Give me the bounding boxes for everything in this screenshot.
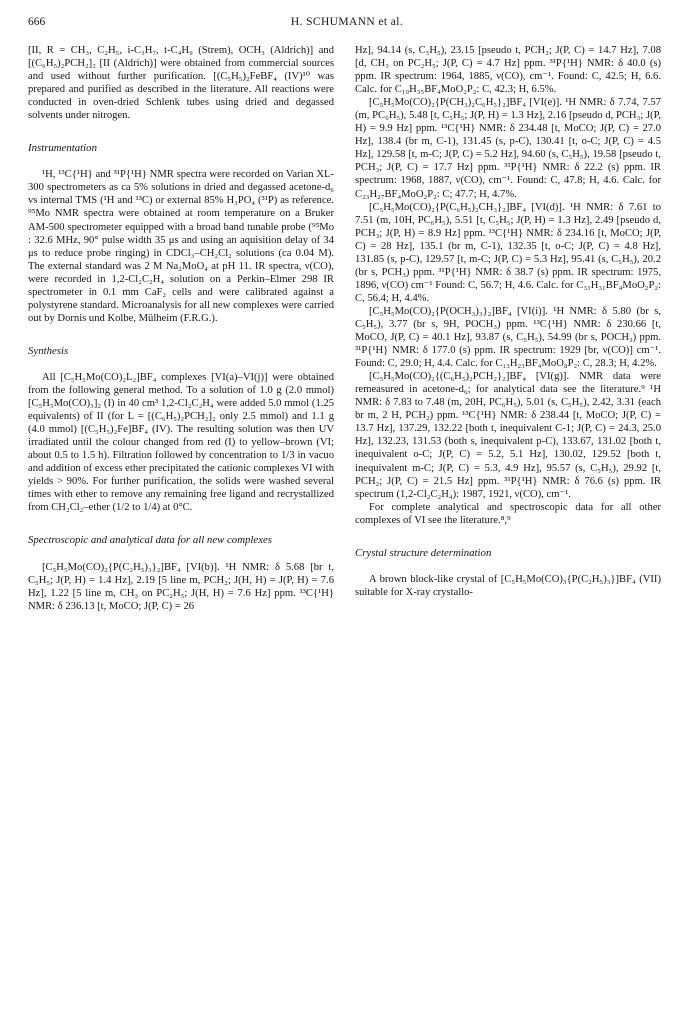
complex-vii-paragraph: [C₅H₅Mo(CO)₂{P(OCH₃)₃}₂]BF₄ [VI(i)]. ¹H NMR: δ 5.80 (br s, C₅H₅), 3.77 (br s, 9H, POCH₃) ppm. ¹³C{¹H} NMR: δ 230.66 [t, MoCO, J(P, C) = 40.1 Hz], 93.87 (s, C₅H₅), 54.99 (br s, POCH₃) ppm. ³¹P{¹H} NMR: δ 177.0 (s) ppm. IR spectrum: 1929 [br, ν(CO)] cm⁻¹. Found: C, 29.0; H, 4.4. Calc. for C₁₃H₂₃BF₄MoO₈P₂: C, 28.3; H, 4.2%.	[355, 305, 661, 370]
complex-vig-paragraph: [C₅H₅Mo(CO)₂{(C₆H₅)₂PCH₂}₂]BF₄ [VI(g)]. NMR data were remeasured in acetone-d₆; for analytical data see the literature.⁹ ¹H NMR: δ 7.83 to 7.48 (m, 20H, PC₆H₅), 5.01 (s, C₅H₅), 2.42, 3.31 (each br m, 2 H, PCH₂) ppm. ¹³C{¹H} NMR: δ 238.44 [t, MoCO; J(P, C) = 13.7 Hz], 137.29, 132.22 [both t, inequivalent C-1; J(P, C) = 24.3, 25.0 Hz], 132.23, 131.53 (both s, inequivalent p-C), 133.67, 131.02 [both t, inequivalent o-C; J(P, C) = 5.2, 5.1 Hz], 130.02, 129.52 [both t, inequivalent m-C; J(P, C) = 5.3, 4.9 Hz], 95.57 (s, C₅H₅), 29.92 [t, PCH₂; J(P, C) = 21.5 Hz] ppm. ³¹P{¹H} NMR: δ 76.6 (s) ppm. IR spectrum (1,2-Cl₂C₂H₄): 1987, 1921, ν(CO), cm⁻¹.	[355, 371, 661, 500]
crystal-structure-paragraph: A brown block-like crystal of [C₅H₅Mo(CO)₃{P(C₂H₅)₃}]BF₄ (VII) suitable for X-ray crystallo-	[355, 573, 661, 598]
page-number: 666	[28, 16, 46, 28]
instrumentation-heading: Instrumentation	[28, 142, 97, 155]
complex-vid-paragraph: [C₅H₅Mo(CO)₂{P(C₆H₅)₂CH₃}₂]BF₄ [VI(d)]. ¹H NMR: δ 7.61 to 7.51 (m, 10H, PC₆H₅), 5.51 [t, C₅H₅; J(P, H) = 1.3 Hz], 2.49 [pseudo d, PCH₃; J(P, H) = 8.9 Hz] ppm. ¹³C{¹H} NMR: δ 234.16 [t, MoCO; J(P, C) = 28 Hz], 135.1 (br m, C-1), 132.35 [t, o-C; J(P, C) = 4.8 Hz], 131.85 (s, p-C), 129.57 [t, m-C; J(P, C) = 5.3 Hz], 95.41 (s, C₅H₅), 20.2 (br s, PCH₃) ppm. ³¹P{¹H} NMR: δ 38.7 (s) ppm. IR spectrum: 1975, 1896, ν(CO) cm⁻¹ Found: C, 56.7; H, 4.6. Calc. for C₃₃H₃₁BF₄MoO₂P₂: C, 56.4; H, 4.4%.	[355, 201, 661, 304]
literature-note-paragraph: For complete analytical and spectroscopic data for all other complexes of VI see the literature.⁸,⁹	[355, 501, 661, 526]
crystal-structure-heading: Crystal structure determination	[355, 546, 492, 559]
synthesis-heading: Synthesis	[28, 344, 69, 357]
complex-vie-paragraph: [C₅H₅Mo(CO)₂{P(CH₃)₂C₆H₅}₂]BF₄ [VI(e)]. ¹H NMR: δ 7.74, 7.57 (m, PC₆H₅), 5.48 [t, C₅H₅; J(P, H) = 1.3 Hz], 2.16 [pseudo d, PCH₃; J(P, H) = 9.9 Hz] ppm. ¹³C{¹H} NMR: δ 234.48 [t, MoCO; J(P, C) = 27.0 Hz], 138.4 (br m, C-1), 131.45 (s, p-C), 130.41 [t, o-C; J(P, C) = 4.5 Hz], 129.58 [t, m-C; J(P, C) = 5.2 Hz], 94.60 (s, C₅H₅), 19.58 [pseudo t, PCH₃; J(P, C) = 17.7 Hz] ppm. ³¹P{¹H} NMR: δ 22.2 (s) ppm. IR spectrum: 1968, 1887, ν(CO), cm⁻¹. Found: C, 47.8; H, 4.6. Calc. for C₂₃H₂₇BF₄MoO₂P₂: C; 47.7; H, 4.7%.	[355, 97, 661, 200]
left-column	[28, 44, 334, 613]
right-column	[355, 44, 661, 599]
running-header	[28, 16, 666, 32]
spectroscopic-heading: Spectroscopic and analytical data for all new complexes	[28, 534, 272, 547]
complex-vib-paragraph: [C₅H₅Mo(CO)₂{P(C₂H₅)₃}₂]BF₄ [VI(b)]. ¹H NMR: δ 5.68 [br t, C₅H₅; J(P, H) = 1.4 Hz], 2.19 [5 line m, PCH₂; J(H, H) = J(P, H) = 7.6 Hz], 1.22 [5 line m, CH₃ on PC₂H₅; J(H, H) = 7.6 Hz] ppm. ¹³C{¹H} NMR: δ 236.13 [t, MoCO; J(P, C) = 26	[28, 561, 334, 612]
running-title: H. SCHUMANN et al.	[290, 16, 404, 28]
synthesis-paragraph: All [C₅H₅Mo(CO)₂L₂]BF₄ complexes [VI(a)–VI(j)] were obtained from the following general method. To a solution of 1.0 g (2.0 mmol) [C₅H₅Mo(CO)₃]₂ (I) in 40 cm³ 1,2-Cl₂C₂H₄ were added 5.0 mmol (1.25 equivalents) of II (for L = [(C₆H₅)₂PCH₂]₂ only 2.5 mmol) and 1.1 g (4.0 mmol) [(C₅H₅)₂Fe]BF₄ (IV). The resulting solution was then UV irradiated until the colour changed from red (I) to yellow–brown (VI; about 0.5 to 1.5 h). Filtration followed by concentration to 1/3 in vacuo and addition of excess ether precipitated the cationic complexes VI with yields > 90%. For further purification, the solids were washed several times with ether to remove any remaining free ligand and recrystallized from CH₂Cl₂–ether (1/2 to 1/4) at 0°C.	[28, 371, 334, 514]
reagents-paragraph: [II, R = CH₃, C₂H₅, i-C₃H₇, t-C₄H₉ (Strem), OCH₃ (Aldrich)] and [(C₆H₅)₂PCH₂]₂ [II (Aldrich)] were obtained from commercial sources and used without further purification. [(C₅H₅)₂FeBF₄ (IV)¹⁰ was prepared and purified as described in the literature. All reactions were conducted in oven-dried Schlenk tubes using dried and degassed solvents under nitrogen.	[28, 45, 334, 122]
complex-vib-continued: Hz], 94.14 (s, C₅H₅), 23.15 [pseudo t, PCH₂; J(P, C) = 14.7 Hz], 7.08 [d, CH₃ on PC₂H₅; J(P, C) = 4.7 Hz] ppm. ³¹P{¹H} NMR: δ 40.0 (s) ppm. IR spectrum: 1964, 1885, ν(CO), cm⁻¹. Found: C, 42.5; H, 6.6. Calc. for C₁₉H₃₅BF₄MoO₂P₂: C, 42.3; H, 6.5%.	[355, 45, 661, 96]
instrumentation-paragraph: ¹H, ¹³C{¹H} and ³¹P{¹H} NMR spectra were recorded on Varian XL-300 spectrometers as ca 5% solutions in dried and degassed acetone-d₆ vs internal TMS (¹H and ¹³C) or external 85% H₃PO₄ (³¹P) as reference. ⁹⁵Mo NMR spectra were obtained at room temperature on a Bruker AM-500 spectrometer equipped with a broad band tunable probe (⁹⁵Mo : 32.6 MHz, 90° pulse width 35 μs and using an aquisition delay of 34 μs to reduce probe ringing) in CDCl₃–CH₂Cl₂ solutions (ca 0.04 M). The external standard was 2 M Na₂MoO₄ at pH 11. IR spectra, ν(CO), were recorded in 1,2-Cl₂C₂H₄ solution on a Perkin–Elmer 298 IR spectrometer in 0.1 mm CaF₂ cells and were calibrated against a polystyrene standard. Microanalysis for all new complexes were carried out by Dornis und Kolbe, Mülheim (F.R.G.).	[28, 169, 334, 324]
